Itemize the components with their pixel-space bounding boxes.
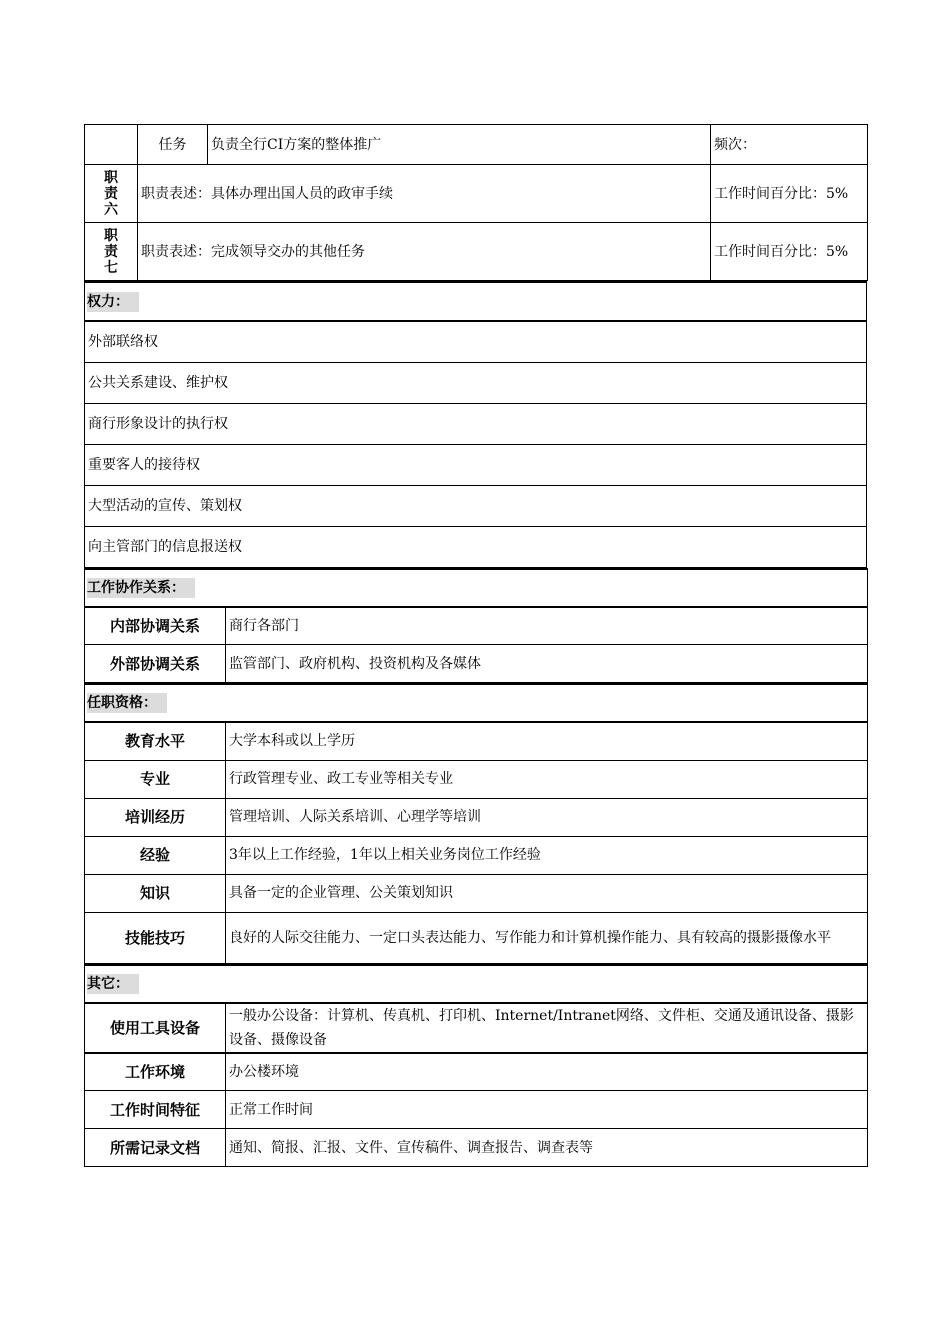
task-row xyxy=(85,125,868,165)
powers-table xyxy=(84,281,867,568)
power-item-text: 商行形象设计的执行权 xyxy=(85,403,867,444)
qualification-label: 教育水平 xyxy=(85,722,226,760)
others-header-row xyxy=(85,965,868,1003)
power-item xyxy=(85,321,867,362)
qualification-label: 专业 xyxy=(85,760,226,798)
relations-header-row xyxy=(85,569,868,607)
task-label: 任务 xyxy=(138,125,208,165)
duty7-row xyxy=(85,223,868,281)
power-item xyxy=(85,485,867,526)
relations-table xyxy=(84,568,868,684)
other-label: 使用工具设备 xyxy=(85,1003,226,1053)
relation-label: 外部协调关系 xyxy=(85,645,226,683)
duty6-row xyxy=(85,165,868,223)
qualification-row xyxy=(85,912,868,963)
qualification-row xyxy=(85,798,868,836)
other-value: 一般办公设备：计算机、传真机、打印机、Internet/Intranet网络、文件柜、交通及通讯设备、摄影设备、摄像设备 xyxy=(226,1003,868,1053)
qualifications-table xyxy=(84,683,868,964)
qualifications-title: 任职资格： xyxy=(87,693,167,713)
other-value: 办公楼环境 xyxy=(226,1053,868,1091)
power-item-text: 公共关系建设、维护权 xyxy=(85,362,867,403)
duty7-label: 职责七 xyxy=(85,223,138,281)
duty6-percent: 工作时间百分比：5% xyxy=(711,165,868,223)
other-value: 通知、简报、汇报、文件、宣传稿件、调查报告、调查表等 xyxy=(226,1129,868,1167)
relation-row xyxy=(85,645,868,683)
duty6-label: 职责六 xyxy=(85,165,138,223)
other-row xyxy=(85,1003,868,1053)
powers-header-row xyxy=(85,282,867,321)
duties-table xyxy=(84,124,868,281)
other-row xyxy=(85,1053,868,1091)
duty6-description: 职责表述：具体办理出国人员的政审手续 xyxy=(138,165,711,223)
qualification-label: 知识 xyxy=(85,874,226,912)
qualification-label: 经验 xyxy=(85,836,226,874)
other-label: 工作时间特征 xyxy=(85,1091,226,1129)
qualification-row xyxy=(85,836,868,874)
power-item xyxy=(85,444,867,485)
power-item-text: 重要客人的接待权 xyxy=(85,444,867,485)
other-label: 工作环境 xyxy=(85,1053,226,1091)
powers-title: 权力： xyxy=(87,292,139,312)
qualification-value: 具备一定的企业管理、公关策划知识 xyxy=(226,874,868,912)
power-item-text: 外部联络权 xyxy=(85,321,867,362)
others-title: 其它： xyxy=(87,974,139,994)
duty7-percent: 工作时间百分比：5% xyxy=(711,223,868,281)
relation-value: 商行各部门 xyxy=(226,607,868,645)
qualification-value: 管理培训、人际关系培训、心理学等培训 xyxy=(226,798,868,836)
qualification-row xyxy=(85,874,868,912)
qualification-value: 大学本科或以上学历 xyxy=(226,722,868,760)
relations-title: 工作协作关系： xyxy=(87,578,195,598)
relation-value: 监管部门、政府机构、投资机构及各媒体 xyxy=(226,645,868,683)
power-item xyxy=(85,526,867,567)
others-table xyxy=(84,964,868,1168)
task-content: 负责全行CI方案的整体推广 xyxy=(208,125,711,165)
power-item-text: 向主管部门的信息报送权 xyxy=(85,526,867,567)
qualification-row xyxy=(85,722,868,760)
other-row xyxy=(85,1091,868,1129)
relation-label: 内部协调关系 xyxy=(85,607,226,645)
qualification-value: 良好的人际交往能力、一定口头表达能力、写作能力和计算机操作能力、具有较高的摄影摄像水平 xyxy=(226,912,868,963)
other-value: 正常工作时间 xyxy=(226,1091,868,1129)
task-frequency: 频次： xyxy=(711,125,868,165)
power-item xyxy=(85,362,867,403)
qualifications-header-row xyxy=(85,684,868,722)
power-item xyxy=(85,403,867,444)
power-item-text: 大型活动的宣传、策划权 xyxy=(85,485,867,526)
job-description-sheet xyxy=(84,124,867,1167)
relation-row xyxy=(85,607,868,645)
qualification-label: 培训经历 xyxy=(85,798,226,836)
qualification-label: 技能技巧 xyxy=(85,912,226,963)
other-label: 所需记录文档 xyxy=(85,1129,226,1167)
qualification-value: 3年以上工作经验，1年以上相关业务岗位工作经验 xyxy=(226,836,868,874)
qualification-row xyxy=(85,760,868,798)
other-row xyxy=(85,1129,868,1167)
task-blank-cell xyxy=(85,125,138,165)
qualification-value: 行政管理专业、政工专业等相关专业 xyxy=(226,760,868,798)
duty7-description: 职责表述：完成领导交办的其他任务 xyxy=(138,223,711,281)
